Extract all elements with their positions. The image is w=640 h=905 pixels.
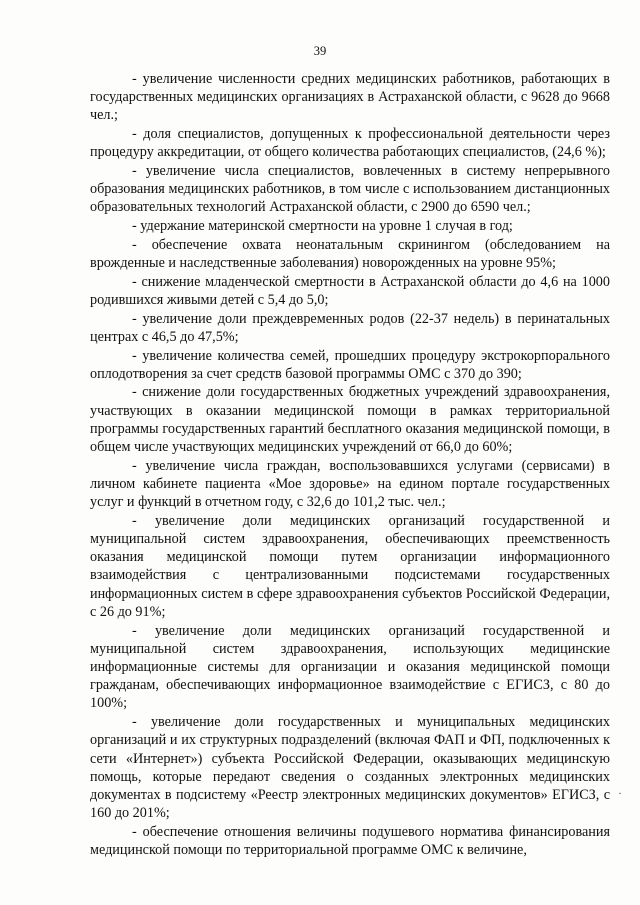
paragraph-1: - увеличение численности средних медицинских работников, работающих в государственных медицинских организациях в Астраханской области, с 9628 до 9668 чел.; <box>90 71 610 124</box>
paragraph-9: - снижение доли государственных бюджетных учреждений здравоохранения, участвующих в оказании медицинской помощи в рамках территориальной программы государственных гарантий бесплатного оказания медицинской помощи, в общем числе участвующих медицинских учреждений от 66,0 до 60%; <box>90 384 610 456</box>
paragraph-12: - увеличение доли медицинских организаций государственной и муниципальной систем здравоохранения, использующих медицинские информационные системы для организации и оказания медицинской помощи гражданам, обеспечивающих информационное взаимодействие с ЕГИСЗ, с 80 до 100%; <box>90 622 610 712</box>
paragraph-7: - увеличение доли преждевременных родов (22-37 недель) в перинатальных центрах с 46,5 до 47,5%; <box>90 310 610 345</box>
paragraph-6: - снижение младенческой смертности в Астраханской области до 4,6 на 1000 родившихся живыми детей с 5,4 до 5,0; <box>90 273 610 308</box>
document-body <box>90 70 610 860</box>
paragraph-3: - увеличение числа специалистов, вовлеченных в систему непрерывного образования медицинских работников, в том числе с использованием дистанционных образовательных технологий Астраханской области, с 2900 до 6590 чел.; <box>90 163 610 216</box>
paragraph-14: - обеспечение отношения величины подушевого норматива финансирования медицинской помощи по территориальной программе ОМС к величине, <box>90 823 610 859</box>
paragraph-13: - увеличение доли государственных и муниципальных медицинских организаций и их структурных подразделений (включая ФАП и ФП, подключенных к сети «Интернет») субъекта Российской Федерации, оказывающих медицинскую помощь, которые передают сведения о созданных электронных медицинских документах в подсистему «Реестр электронных медицинских документов» ЕГИСЗ, с 160 до 201%; <box>90 714 610 822</box>
scan-speck: · <box>618 786 622 800</box>
page-number: 39 <box>313 44 327 58</box>
paragraph-10: - увеличение числа граждан, воспользовавшихся услугами (сервисами) в личном кабинете пациента «Мое здоровье» на едином портале государственных услуг и функций в отчетном году, с 32,6 до 101,2 тыс. чел.; <box>90 457 610 511</box>
paragraph-2: - доля специалистов, допущенных к профессиональной деятельности через процедуру аккредитации, от общего количества работающих специалистов, (24,6 %); <box>90 126 610 161</box>
paragraph-5: - обеспечение охвата неонатальным скринингом (обследованием на врожденные и наследственные заболевания) новорожденных на уровне 95%; <box>90 236 610 272</box>
paragraph-11: - увеличение доли медицинских организаций государственной и муниципальной систем здравоохранения, обеспечивающих преемственность оказания медицинской помощи путем организации информационного взаимодействия с централизованными подсистемами государственных информационных систем в сфере здравоохранения субъектов Российской Федерации, с 26 до 91%; <box>90 512 610 620</box>
paragraph-4: - удержание материнской смертности на уровне 1 случая в год; <box>132 218 513 235</box>
paragraph-8: - увеличение количества семей, прошедших процедуру экстрокорпорального оплодотворения за счет средств базовой программы ОМС с 370 до 390; <box>90 347 610 382</box>
